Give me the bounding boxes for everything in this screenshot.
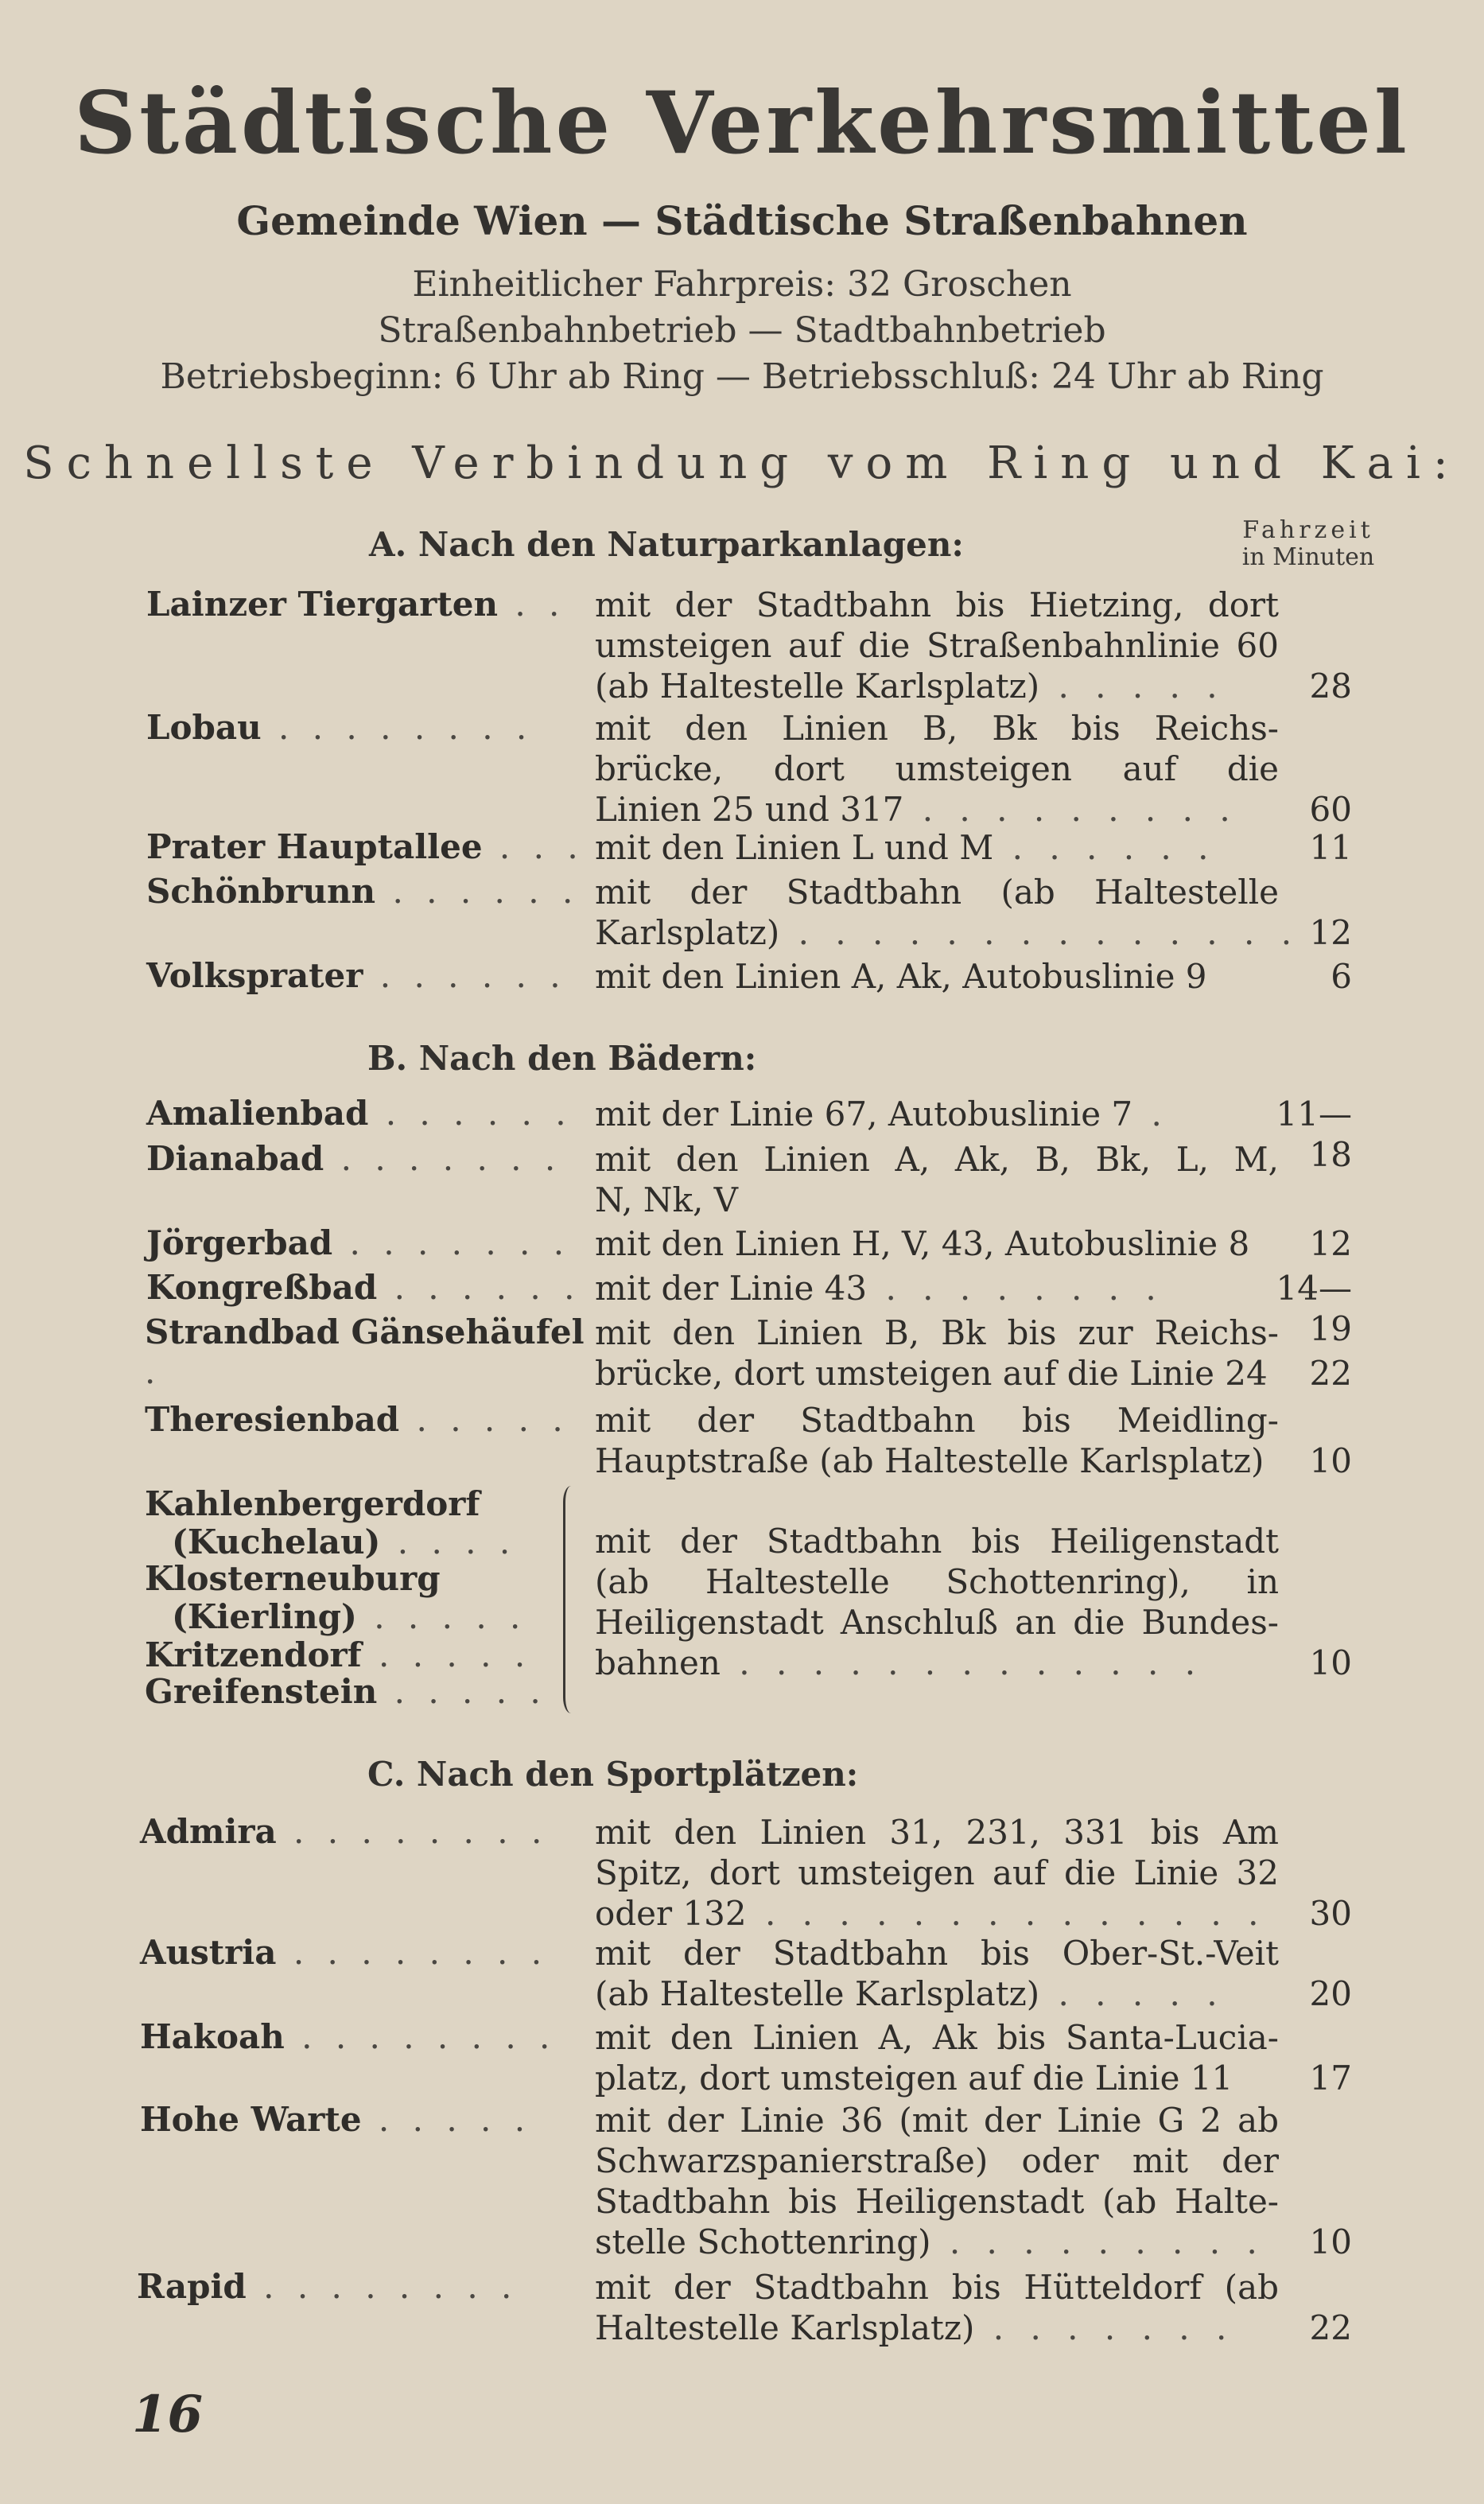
leader-dots: . . . . <box>380 1522 517 1561</box>
route-line: Haltestelle Karlsplatz) . . . . . . . <box>595 2308 1235 2347</box>
travel-time: 30 <box>1309 1894 1352 1933</box>
travel-time: 22 <box>1309 2308 1352 2347</box>
route-line: stelle Schottenring) . . . . . . . . . <box>595 2222 1265 2261</box>
destination-name <box>146 872 592 912</box>
fill-dots: . . . . . . . <box>974 2308 1235 2347</box>
route-line: mit der Linie 36 (mit der Linie G 2 ab <box>595 2101 1279 2140</box>
route-line: mit der Stadtbahn bis Hütteldorf (ab <box>595 2268 1279 2307</box>
route-description <box>595 1400 1279 1481</box>
destination-name <box>146 827 592 867</box>
destination-label: Admira <box>140 1812 277 1851</box>
travel-time: 10 <box>1309 2222 1352 2261</box>
leader-dots: . . . . . . . . <box>261 708 534 747</box>
travel-time: 12 <box>1309 913 1352 952</box>
destination-name <box>140 1933 585 1973</box>
travel-time: 20 <box>1309 1974 1352 2013</box>
route-line: Spitz, dort umsteigen auf die Linie 32 <box>595 1853 1279 1892</box>
destination-name <box>137 2267 582 2307</box>
page-number: 16 <box>132 2385 204 2444</box>
route-line: mit den Linien A, Ak, B, Bk, L, M, <box>595 1140 1279 1179</box>
travel-time-column-header <box>1229 517 1388 571</box>
route-line: platz, dort umsteigen auf die Linie 11 <box>595 2059 1233 2098</box>
destination-label: Schönbrunn <box>146 872 376 911</box>
fill-dots: . <box>1132 1095 1170 1133</box>
travel-time: 10 <box>1309 1643 1352 1682</box>
fare-line: Einheitlicher Fahrpreis: 32 Groschen <box>412 264 1072 305</box>
destination-name <box>145 1635 590 1675</box>
route-line: mit den Linien H, V, 43, Autobuslinie 8 <box>595 1224 1250 1263</box>
route-line: brücke, dort umsteigen auf die Linie 24 <box>595 1354 1268 1393</box>
fill-dots: . . . . . . <box>993 828 1217 867</box>
destination-label: Greifenstein <box>145 1672 378 1711</box>
destination-label: Austria <box>140 1933 277 1972</box>
destination-name <box>140 2017 585 2057</box>
destination-label: Hohe Warte <box>140 2100 362 2139</box>
route-description <box>595 1521 1279 1683</box>
route-line: mit der Stadtbahn bis Meidling- <box>595 1401 1279 1440</box>
destination-label: Lobau <box>146 708 262 747</box>
destination-name <box>172 1597 617 1637</box>
route-line: mit den Linien B, Bk bis Reichs- <box>595 709 1279 748</box>
leader-dots: . . . . . . . . <box>284 2017 557 2056</box>
travel-time: 6 <box>1331 957 1352 996</box>
fill-dots: . . . . . . . . . . . . . . <box>746 1894 1267 1933</box>
destination-name <box>146 1223 592 1263</box>
route-line: (ab Haltestelle Schottenring), in <box>595 1562 1279 1601</box>
route-description <box>595 1812 1279 1934</box>
destination-name <box>146 956 592 996</box>
leader-dots: . . . . . <box>399 1400 569 1439</box>
fill-dots: . . . . . <box>1039 1974 1226 2013</box>
route-line: umsteigen auf die Straßenbahnlinie 60 <box>595 626 1279 665</box>
destination-name <box>146 1139 592 1179</box>
route-line: Linien 25 und 317 . . . . . . . . . <box>595 790 1238 829</box>
route-line: Heiligenstadt Anschluß an die Bundes- <box>595 1603 1279 1642</box>
route-line: mit den Linien 31, 231, 331 bis Am <box>595 1813 1279 1852</box>
destination-label: Strandbad Gänsehäufel <box>145 1312 585 1351</box>
destination-name <box>145 1400 590 1440</box>
route-line: (ab Haltestelle Karlsplatz) . . . . . <box>595 667 1226 706</box>
destination-name <box>140 2100 585 2140</box>
route-line: mit den Linien A, Ak bis Santa-Lucia- <box>595 2018 1279 2057</box>
travel-time: 14—19 <box>1276 1269 1352 1348</box>
route-line: mit der Stadtbahn bis Heiligenstadt <box>595 1522 1279 1561</box>
fill-dots: . . . . . . . . . <box>930 2222 1265 2261</box>
fill-dots: . . . . . <box>1039 667 1226 706</box>
travel-time: 11 <box>1309 828 1352 867</box>
destination-name <box>146 708 592 748</box>
destination-name <box>146 1094 592 1133</box>
leader-dots: . . . <box>482 827 585 866</box>
route-description <box>595 1139 1279 1220</box>
leader-dots: . . . . . <box>356 1597 527 1636</box>
hours-line: Betriebsbeginn: 6 Uhr ab Ring — Betriebsschluß: 24 Uhr ab Ring <box>160 356 1324 397</box>
route-description <box>595 827 1279 868</box>
connections-heading: Schnellste Verbindung vom Ring und Kai: <box>23 437 1461 489</box>
leader-dots: . . . . . . . . <box>246 2267 519 2306</box>
route-line: mit den Linien B, Bk bis zur Reichs- <box>595 1313 1279 1352</box>
destination-label: Theresienbad <box>145 1400 400 1439</box>
destination-name <box>145 1672 590 1712</box>
destination-name <box>145 1312 590 1392</box>
travel-time: 11—18 <box>1276 1095 1352 1174</box>
operation-line: Straßenbahnbetrieb — Stadtbahnbetrieb <box>378 310 1106 351</box>
leader-dots: . . . . . . <box>363 956 567 995</box>
route-description <box>595 1268 1279 1308</box>
destination-label: Kahlenbergerdorf <box>145 1484 480 1523</box>
route-description <box>595 1223 1279 1264</box>
route-description <box>595 708 1279 830</box>
leader-dots: . . . . . . . . <box>276 1933 549 1972</box>
page-subtitle: Gemeinde Wien — Städtische Straßenbahnen <box>236 197 1248 244</box>
route-description <box>595 1933 1279 2014</box>
leader-dots: . . . . . . . <box>324 1139 562 1178</box>
travel-time: 22 <box>1309 1354 1352 1393</box>
route-description <box>595 956 1279 997</box>
travel-time-label: Fahrzeit <box>1242 516 1374 544</box>
route-line: mit der Stadtbahn bis Hietzing, dort <box>595 585 1279 624</box>
route-line: (ab Haltestelle Karlsplatz) . . . . . <box>595 1974 1226 2013</box>
travel-time: 60 <box>1309 790 1352 829</box>
fill-dots: . . . . . . . . . . . . . <box>720 1643 1204 1682</box>
route-description <box>595 872 1300 953</box>
destination-label: Rapid <box>137 2267 247 2306</box>
leader-dots: . <box>145 1352 162 1391</box>
route-line: Stadtbahn bis Heiligenstadt (ab Halte- <box>595 2182 1279 2221</box>
destination-label: Lainzer Tiergarten <box>146 585 498 624</box>
leader-dots: . . <box>497 585 566 624</box>
leader-dots: . . . . . . . <box>332 1223 571 1262</box>
route-description <box>595 2267 1279 2348</box>
destination-name <box>146 585 592 624</box>
page-title: Städtische Verkehrsmittel <box>74 73 1410 173</box>
destination-label: Amalienbad <box>146 1094 369 1133</box>
destination-label: Jörgerbad <box>146 1223 333 1262</box>
travel-time: 10 <box>1309 1441 1352 1480</box>
route-line: N, Nk, V <box>595 1180 738 1219</box>
fill-dots: . . . . . . . . . <box>903 790 1238 829</box>
travel-time: 12 <box>1309 1224 1352 1263</box>
route-line: mit den Linien L und M . . . . . . <box>595 828 1217 867</box>
route-description <box>595 585 1279 706</box>
destination-label: Kongreßbad <box>146 1268 378 1307</box>
route-line: Hauptstraße (ab Haltestelle Karlsplatz) <box>595 1441 1265 1480</box>
route-line: Karlsplatz) . . . . . . . . . . . . . . <box>595 913 1300 952</box>
destination-label: (Kuchelau) <box>172 1522 381 1561</box>
destination-name <box>145 1484 590 1524</box>
leader-dots: . . . . . . . . <box>276 1812 549 1851</box>
leader-dots: . . . . . <box>361 2100 532 2139</box>
destination-name <box>140 1812 585 1852</box>
leader-dots: . . . . . <box>361 1635 532 1674</box>
route-description <box>595 2017 1279 2098</box>
route-description <box>595 1094 1279 1134</box>
destination-label: Dianabad <box>146 1139 324 1178</box>
route-line: mit der Stadtbahn bis Ober-St.-Veit <box>595 1934 1279 1973</box>
leader-dots: . . . . . . <box>377 1268 581 1307</box>
route-description <box>595 2100 1279 2262</box>
fill-dots: . . . . . . . . . . . . . . <box>779 913 1300 952</box>
fill-dots: . . . . . . . . <box>867 1269 1164 1308</box>
route-line: mit den Linien A, Ak, Autobuslinie 9 <box>595 957 1207 996</box>
section-heading-a: A. Nach den Naturparkanlagen: <box>369 525 964 564</box>
destination-label: Kritzendorf <box>145 1635 362 1674</box>
section-heading-b: B. Nach den Bädern: <box>367 1039 757 1078</box>
travel-time: 17 <box>1309 2059 1352 2098</box>
route-line: bahnen . . . . . . . . . . . . . <box>595 1643 1204 1682</box>
route-line: mit der Linie 67, Autobuslinie 7 . <box>595 1095 1170 1133</box>
route-line: mit der Stadtbahn (ab Haltestelle <box>595 873 1279 912</box>
route-line: brücke, dort umsteigen auf die <box>595 749 1279 788</box>
destination-label: Volksprater <box>146 956 363 995</box>
travel-time-unit: in Minuten <box>1241 543 1375 571</box>
route-line: Schwarzspanierstraße) oder mit der <box>595 2141 1279 2180</box>
destination-label: Klosterneuburg <box>145 1559 441 1598</box>
section-heading-c: C. Nach den Sportplätzen: <box>367 1755 859 1794</box>
destination-name <box>146 1268 592 1308</box>
leader-dots: . . . . . <box>377 1672 547 1711</box>
leader-dots: . . . . . . <box>368 1094 573 1133</box>
route-description <box>595 1312 1279 1394</box>
leader-dots: . . . . . . <box>375 872 580 911</box>
route-line: mit der Linie 43 . . . . . . . . <box>595 1269 1164 1308</box>
destination-label: (Kierling) <box>172 1597 357 1636</box>
destination-label: Hakoah <box>140 2017 285 2056</box>
destination-name <box>172 1522 617 1562</box>
travel-time: 28 <box>1309 667 1352 706</box>
destination-name <box>145 1559 590 1599</box>
destination-label: Prater Hauptallee <box>146 827 483 866</box>
route-line: oder 132 . . . . . . . . . . . . . . <box>595 1894 1267 1933</box>
